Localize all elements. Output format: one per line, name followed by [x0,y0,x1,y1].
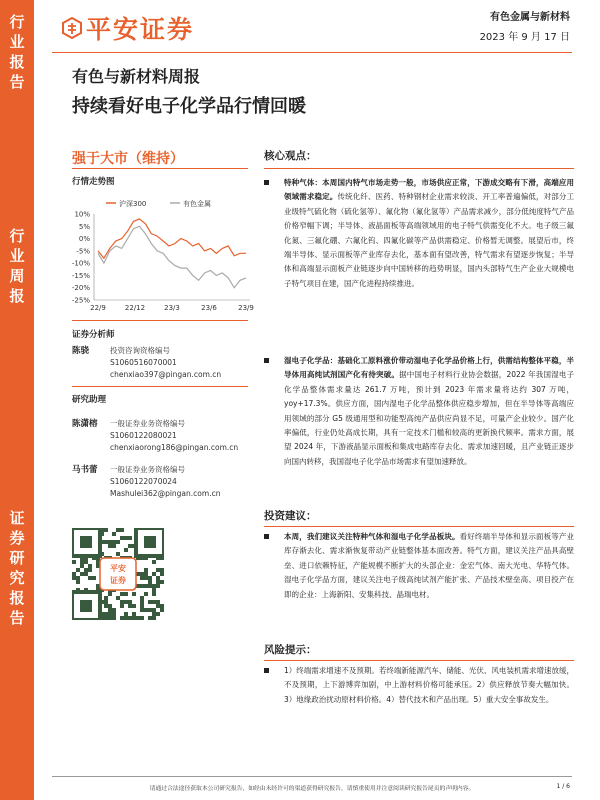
analyst-entry [72,345,248,385]
page-number: 1 / 6 [556,783,570,790]
core-divider [264,168,574,169]
bullet-lead: 特种气体：本周国内特气市场走势一般，市场供应正常，下游成交略有下滑，高端应用领域需求稳定。 [284,178,574,202]
y-tick-label: -15% [71,271,90,280]
report-subtitle: 有色与新材料周报 [72,67,201,86]
trend-chart [64,196,256,316]
sidebar-label-weekly: 行 业 周 报 [9,227,25,305]
bullet-body: 传统化纤、医药、特种钢材企业需求较淡、开工率普遍偏低，对部分工业级特气硫化物（硫化氢等）、氟化物（氟化氢等）产品需求减少，部分低纯度特气产品价格窄幅下调；半导体、液晶面板等高端领域用的电子特气供需变化不大。电子级三氟化氮、三氟化硼、六氟化钨、四氟化碳等产品供需稳定、价格暂无调整。展望后市，终端半导体、显示面板等产业库存去化，基本面有望改善，特气需求有望逐步恢复；半导体和高端显示面板产业链逐步向中国转移的趋势明显，国内头部特气生产企业大规模电子特气项目在建，国产化进程持续推进。 [284,192,575,288]
sidebar-label-research: 证 券 研 究 报 告 [9,509,25,627]
core-bullet-chemicals [264,354,574,469]
core-title: 核心观点： [264,150,317,162]
series-line [98,219,246,258]
assistant-name: 陈潇榕 [72,419,98,429]
x-tick-label: 23/6 [201,304,217,312]
bullet-lead: 湿电子化学品：基础化工原料涨价带动湿电子化学品价格上行，供需结构整体平稳，半导体用高纯试剂国产化有待突破。 [284,356,574,380]
y-tick-label: -25% [71,296,90,305]
bullet-square-icon [264,668,269,673]
analyst-cert-no: S1060516070001 [110,358,177,367]
invest-title: 投资建议： [264,510,317,522]
bullet-square-icon [264,358,269,363]
assistant-entry [72,418,248,458]
series-line [98,226,246,287]
assistant-cert-no: S1060122080021 [110,431,177,440]
invest-divider [264,526,574,527]
qr-code[interactable] [72,528,164,620]
x-tick-label: 22/9 [90,304,106,312]
sidebar-label-report-type: 行 业 报 告 [9,13,25,91]
bullet-square-icon [264,534,269,539]
analyst-cert-label: 投资咨询资格编号 [110,346,170,355]
legend-label: 沪深300 [119,200,147,208]
research-label: 研究助理 [72,395,107,405]
assistant-email: chenxiaorong186@pingan.com.cn [110,443,239,452]
x-tick-label: 23/9 [238,304,254,312]
assistant-cert-label: 一般证券业务资格编号 [110,419,185,428]
footer-disclaimer: 请通过合法途径获取本公司研究报告，如经由未经许可的渠道获得研究报告，请慎重使用并注意阅读研究报告尾页的声明内容。 [149,786,475,792]
invest-bullet [264,530,574,602]
y-tick-label: -10% [71,259,90,268]
analyst-divider [72,386,248,387]
analyst-email: chenxiao397@pingan.com.cn [110,370,222,379]
assistant-entry [72,464,248,504]
risk-divider [264,660,574,661]
header-divider [52,52,572,53]
core-bullet-gas [264,176,574,291]
logo-mark-icon [62,17,82,39]
sidebar-band [0,0,34,800]
bullet-lead: 本周，我们建议关注特种气体和湿电子化学品板块。 [284,532,460,541]
report-date: 2023 年 9 月 17 日 [479,32,570,43]
logo-text: 平安证券 [86,15,195,44]
footer-divider [52,776,572,777]
x-tick-label: 22/12 [124,304,146,312]
bullet-body: 1）终端需求增速不及预期。若终端新能源汽车、储能、光伏、风电装机需求增速放缓，不及预期，上下游博弈加剧，中上游材料价格可能承压。2）供应释放节奏大幅加快。3）地缘政治扰动原材料价格。4）替代技术和产品出现。5）重大安全事故发生。 [284,666,574,704]
risk-title: 风险提示： [264,644,317,656]
bullet-body: 看好终端半导体和显示面板等产业库存渐去化、需求渐恢复带动产业链整体基本面改善。特气方面，建议关注产品具高壁垒、进口依赖特征，产能规模不断扩大的头部企业：金宏气体、南大光电、华特气体。湿电子化学品方面，建议关注电子级高纯试剂产能扩张、产品技术壁垒高、项目投产在即的企业：上海新阳、安集科技、晶瑞电材。 [284,532,575,599]
qr-badge-line2: 证券 [110,576,126,585]
y-tick-label: -20% [71,284,90,293]
assistant-cert-no: S1060122070024 [110,477,177,486]
y-tick-label: 0% [78,235,90,244]
chart-divider [72,320,248,321]
industry-name: 有色金属与新材料 [490,12,570,23]
rating-divider [72,168,248,169]
logo [62,10,194,46]
bullet-body: 据中国电子材料行业协会数据，2022 年我国湿电子化学品整体需求量达 261.7 万吨，预计到 2023 年需求量将达约 307 万吨，yoy+17.3%。供应方面，国内湿电子化学品整体供应稳步增加，但在半导体等高端应用领域的部分 G5 级通用型和功能型高纯产品供应尚显不足，可量产企业较少。国产化率偏低，行业仍处高成长期，具有一定技术门槛和较高的更新换代频率。需求方面，展望 2024 年，下游液晶显示面板和集成电路库存去化、需求加速回暖，且产业链正逐步向国内转移，我国湿电子化学品市场需求有望加速释放。 [284,370,574,466]
x-tick-label: 23/3 [164,304,180,312]
y-tick-label: 10% [74,210,90,219]
header-meta [480,8,570,48]
y-tick-label: -5% [76,247,90,256]
legend-label: 有色金属 [183,200,211,208]
risk-bullet [264,664,574,707]
assistant-cert-label: 一般证券业务资格编号 [110,465,185,474]
analysts-label: 证券分析师 [72,330,115,340]
bullet-square-icon [264,180,269,185]
qr-badge-line1: 平安 [110,564,126,573]
assistant-email: Mashulei362@pingan.com.cn [110,489,221,498]
assistant-name: 马书蕾 [72,465,98,475]
trend-label: 行情走势图 [72,177,115,187]
analyst-name: 陈骁 [72,346,90,356]
y-tick-label: 5% [78,222,90,231]
rating: 强于大市（维持） [72,151,184,167]
report-title: 持续看好电子化学品行情回暖 [72,96,306,117]
